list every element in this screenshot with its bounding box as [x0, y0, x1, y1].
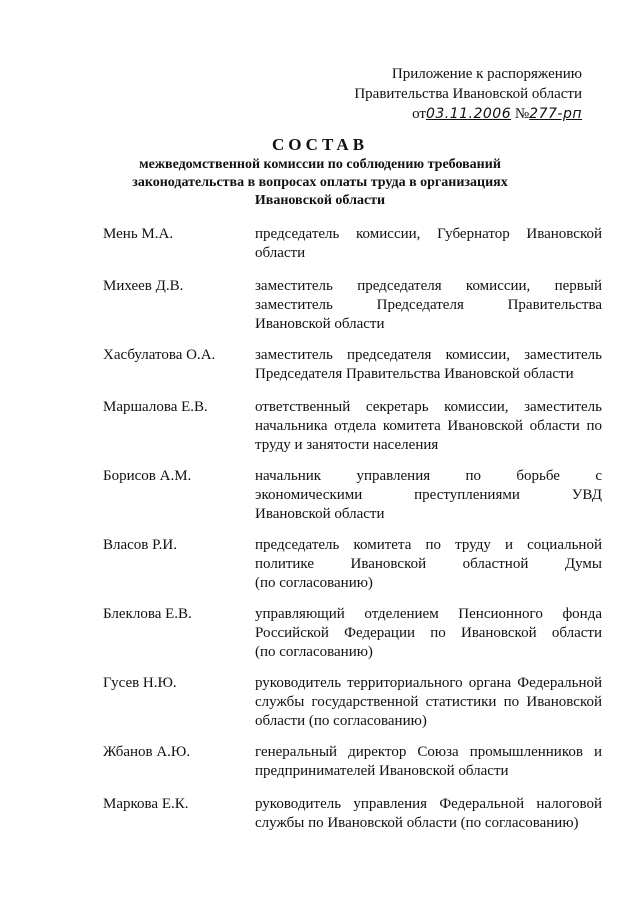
document-heading [80, 134, 560, 210]
member-role-line: политике Ивановской областной Думы [255, 556, 602, 572]
member-role-line: экономическими преступлениями УВД [255, 487, 602, 503]
subtitle-line-1: межведомственной комиссии по соблюдению требований [139, 157, 501, 172]
appendix-date-line [354, 104, 582, 124]
member-role-line: генеральный директор Союза промышленников и [255, 744, 602, 760]
subtitle-line-3: Ивановской области [254, 193, 386, 208]
member-name: Маршалова Е.В. [103, 399, 208, 415]
member-role-line: области (по согласованию) [255, 713, 427, 729]
member-role [255, 277, 602, 334]
member-name: Михеев Д.В. [103, 278, 184, 294]
member-role-line: службы по Ивановской области (по согласованию) [255, 815, 579, 831]
member-name: Маркова Е.К. [103, 796, 189, 812]
member-role [255, 225, 602, 263]
member-name: Гусев Н.Ю. [103, 675, 177, 691]
member-role-line: предпринимателей Ивановской области [255, 763, 509, 779]
member-role [255, 467, 602, 524]
member-name: Власов Р.И. [103, 537, 177, 553]
member-role [255, 346, 602, 384]
member-role-line: службы государственной статистики по Ивановской [255, 694, 602, 710]
member-role-line: заместитель председателя комиссии, заместитель [255, 347, 602, 363]
member-role-line: руководитель управления Федеральной налоговой [255, 796, 602, 812]
member-role [255, 674, 602, 731]
subtitle-line-2: законодательства в вопросах оплаты труда в организациях [132, 175, 508, 190]
member-name: Блеклова Е.В. [103, 606, 192, 622]
member-role-line: Председателя Правительства Ивановской области [255, 366, 574, 382]
member-role-line: председатель комитета по труду и социальной [255, 537, 602, 553]
member-role [255, 536, 602, 593]
member-role-line: труду и занятости населения [255, 437, 439, 453]
handwritten-date: 03.11.2006 [425, 106, 512, 122]
member-role [255, 743, 602, 781]
member-role [255, 398, 602, 455]
member-role [255, 795, 602, 833]
number-prefix: № [514, 106, 530, 122]
member-role-line: ответственный секретарь комиссии, заместитель [255, 399, 602, 415]
member-role-line: начальника отдела комитета Ивановской области по [255, 418, 602, 434]
member-role-line: (по согласованию) [255, 575, 373, 591]
date-prefix: от [412, 106, 426, 122]
member-role-line: начальник управления по борьбе с [255, 468, 602, 484]
appendix-line-2: Правительства Ивановской области [354, 86, 582, 102]
document-title: СОСТАВ [271, 135, 369, 154]
member-name: Жбанов А.Ю. [103, 744, 191, 760]
member-role-line: заместитель Председателя Правительства [255, 297, 602, 313]
member-name: Борисов А.М. [103, 468, 192, 484]
member-role-line: Ивановской области [255, 316, 385, 332]
member-name: Хасбулатова О.А. [103, 347, 216, 363]
member-role-line: Российской Федерации по Ивановской области [255, 625, 602, 641]
member-name: Мень М.А. [103, 226, 174, 242]
member-role-line: председатель комиссии, Губернатор Ивановской [255, 226, 602, 242]
member-role-line: области [255, 245, 306, 261]
member-role-line: заместитель председателя комиссии, первый [255, 278, 602, 294]
appendix-header [354, 64, 582, 124]
handwritten-number: 277-рп [529, 106, 582, 122]
appendix-line-1: Приложение к распоряжению [391, 66, 582, 82]
member-role [255, 605, 602, 662]
member-role-line: руководитель территориального органа Федеральной [255, 675, 602, 691]
member-role-line: (по согласованию) [255, 644, 373, 660]
member-role-line: управляющий отделением Пенсионного фонда [255, 606, 602, 622]
member-role-line: Ивановской области [255, 506, 385, 522]
